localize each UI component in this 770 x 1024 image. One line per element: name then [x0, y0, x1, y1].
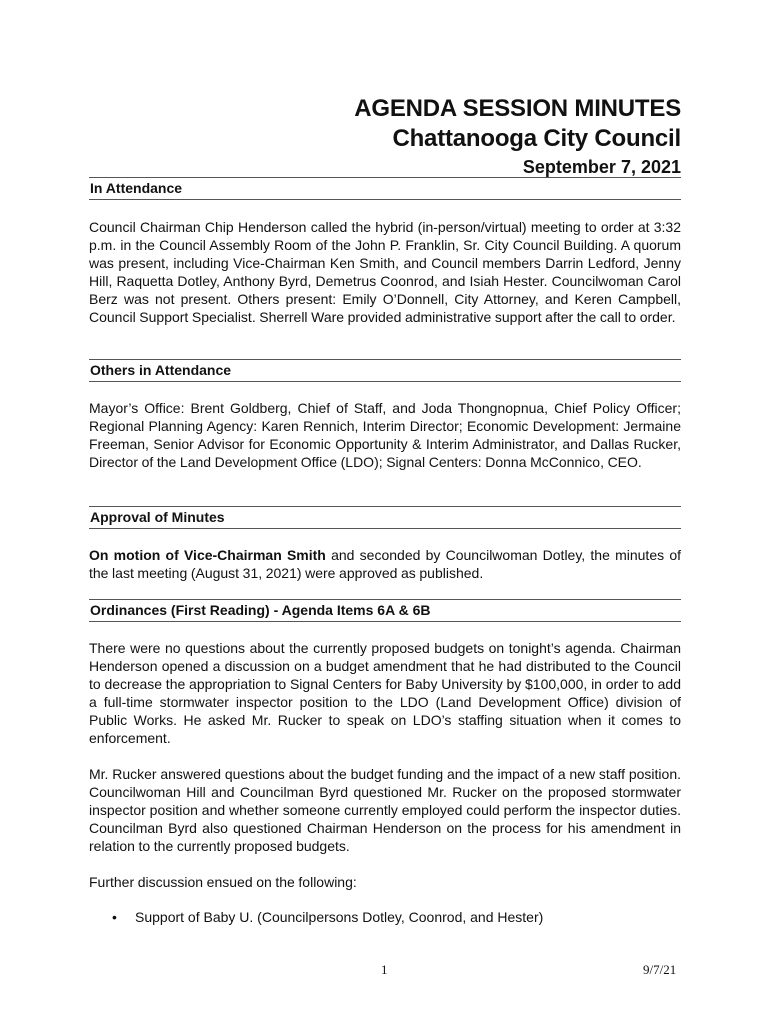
footer-date: 9/7/21 [643, 962, 677, 977]
attendance-paragraph: Council Chairman Chip Henderson called the hybrid (in-person/virtual) meeting to order at 3:32 p.m. in the Council Assembly Room of the John P. Franklin, Sr. City Council Building. A quorum was present, including Vice-Chairman Ken Smith, and Council members Darrin Ledford, Jenny Hill, Raquetta Dotley, Anthony Byrd, Demetrus Coonrod, and Isiah Hester. Councilwoman Carol Berz was not present. Others present: Emily O’Donnell, City Attorney, and Keren Campbell, Council Support Specialist. Sherrell Ware provided administrative support after the call to order. [89, 219, 681, 325]
section-rule [89, 599, 681, 600]
section-heading-attendance: In Attendance [90, 180, 183, 196]
approval-paragraph [89, 546, 681, 582]
page-number: 1 [381, 962, 388, 977]
section-heading-others: Others in Attendance [90, 362, 232, 378]
section-rule [89, 381, 681, 382]
list-item-text: Support of Baby U. (Councilpersons Dotley, Coonrod, and Hester) [135, 909, 544, 925]
section-heading-ordinances: Ordinances (First Reading) - Agenda Items 6A & 6B [90, 602, 431, 618]
others-paragraph: Mayor’s Office: Brent Goldberg, Chief of Staff, and Joda Thongnopnua, Chief Policy Officer; Regional Planning Agency: Karen Rennich, Interim Director; Economic Development: Jermaine Freeman, Senior Advisor for Economic Opportunity & Interim Administrator, and Dallas Rucker, Director of the Land Development Office (LDO); Signal Centers: Donna McConnico, CEO. [89, 400, 681, 470]
document-title: AGENDA SESSION MINUTES [354, 95, 681, 122]
ordinances-paragraph-2: Mr. Rucker answered questions about the budget funding and the impact of a new staff position. Councilwoman Hill and Councilman Byrd questioned Mr. Rucker on the proposed stormwater inspector position and whether someone currently employed could perform the inspector duties. Councilman Byrd also questioned Chairman Henderson on the process for his amendment in relation to the currently proposed budgets. [89, 766, 681, 854]
section-heading-approval: Approval of Minutes [90, 509, 225, 525]
section-rule [89, 621, 681, 622]
title-block [354, 94, 681, 178]
section-rule [89, 199, 681, 200]
ordinances-paragraph-3: Further discussion ensued on the following: [89, 874, 357, 890]
approval-text: and seconded by Councilwoman Dotley, the minutes of the last meeting (August 31, 2021) were approved as published. [89, 547, 682, 581]
bullet-icon: • [112, 909, 117, 925]
ordinances-paragraph-1: There were no questions about the currently proposed budgets on tonight’s agenda. Chairman Henderson opened a discussion on a budget amendment that he had distributed to the Council to decrease the appropriation to Signal Centers for Baby University by $100,000, in order to add a full-time stormwater inspector position to the LDO (Land Development Office) division of Public Works. He asked Mr. Rucker to speak on LDO’s staffing situation when it comes to enforcement. [89, 640, 681, 746]
document-subtitle: Chattanooga City Council [392, 125, 681, 152]
section-rule [89, 528, 681, 529]
motion-text: On motion of Vice-Chairman Smith [89, 547, 326, 563]
section-rule [89, 359, 681, 360]
section-rule [89, 506, 681, 507]
section-rule [89, 177, 681, 178]
meeting-date: September 7, 2021 [522, 157, 681, 177]
